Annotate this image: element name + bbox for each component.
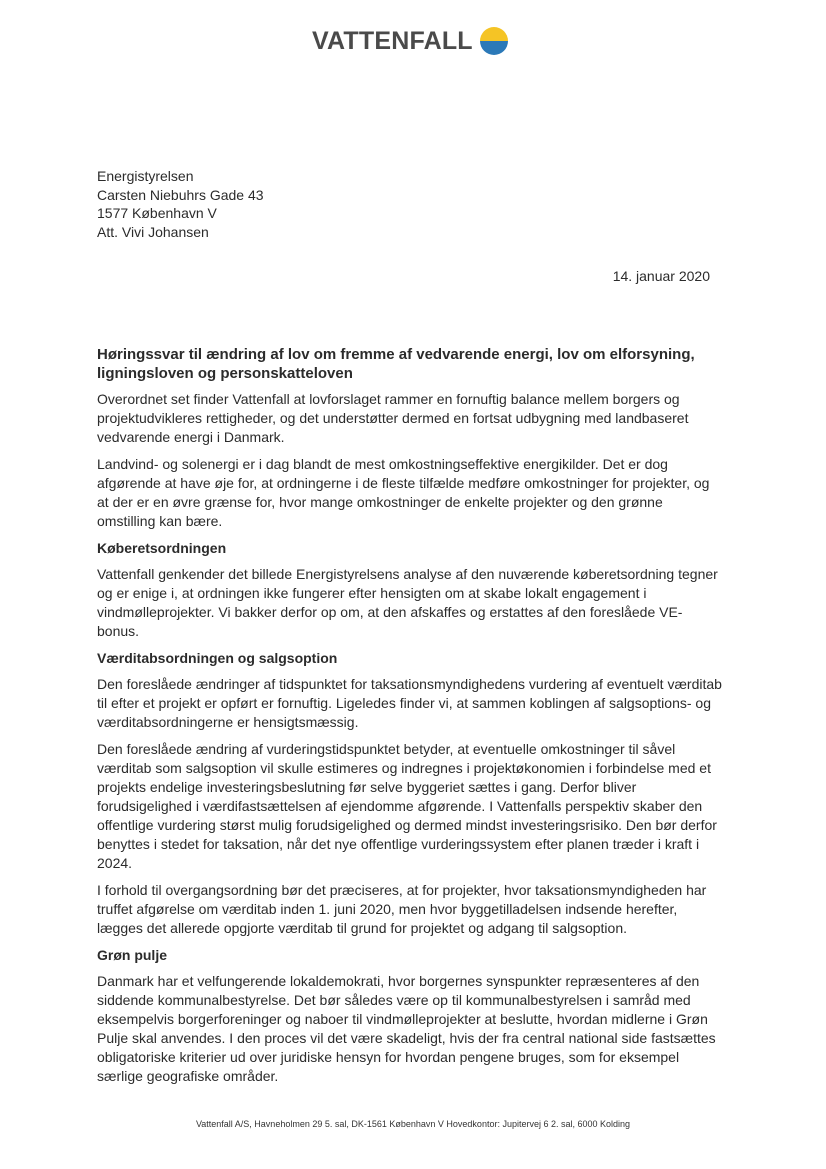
company-logo	[312, 24, 518, 58]
paragraph: I forhold til overgangsordning bør det præciseres, at for projekter, hvor taksationsmyndigheden har truffet afgørelse om værditab inden 1. juni 2020, men hvor byggetilladelsen indsende herefter, lægges det allerede opgjorte værditab til grund for projektet og adgang til salgsoption.	[97, 882, 707, 936]
page-footer: Vattenfall A/S, Havneholmen 29 5. sal, DK-1561 København V Hovedkontor: Jupitervej 6 2. sal, 6000 Kolding	[195, 1119, 631, 1129]
section-heading: Grøn pulje	[97, 947, 167, 963]
paragraph: Den foreslåede ændring af vurderingstidspunktet betyder, at eventuelle omkostninger til såvel værditab som salgsoption vil skulle estimeres og indregnes i projektøkonomien i forbindelse med et projekts endelige investeringsbeslutning før selve byggeriet sættes i gang. Derfor bliver forudsigelighed i værdifastsættelsen af ejendomme afgørende. I Vattenfalls perspektiv skaber den offentlige vurdering størst mulig forudsigelighed og dermed mindst investeringsrisiko. Den bør derfor benyttes i stedet for taksation, når det nye offentlige vurderingssystem efter planen træder i kraft i 2024.	[97, 741, 717, 871]
address-line: Carsten Niebuhrs Gade 43	[97, 186, 264, 203]
address-line: 1577 København V	[97, 205, 217, 221]
recipient-address	[97, 167, 264, 241]
address-line: Att. Vivi Johansen	[97, 223, 209, 240]
paragraph: Vattenfall genkender det billede Energistyrelsens analyse af den nuværende køberetsordning tegner og er enige i, at ordningen ikke fungerer efter hensigten om at skabe lokalt engagement i vindmølleprojekter. Vi bakker derfor op om, at den afskaffes og erstattes af den foreslåede VE-bonus.	[97, 566, 718, 639]
address-line: Energistyrelsen	[97, 168, 194, 184]
logo-wordmark: VATTENFALL	[312, 26, 473, 55]
letter-body	[97, 346, 722, 1094]
paragraph: Landvind- og solenergi er i dag blandt de mest omkostningseffektive energikilder. Det er dog afgørende at have øje for, at ordningerne i de fleste tilfælde medføre omkostninger for projekter, og at der er en øvre grænse for, hvor mange omkostninger de enkelte projekter og den grønne omstilling kan bære.	[97, 456, 710, 529]
vattenfall-sun-icon	[479, 26, 509, 56]
paragraph: Overordnet set finder Vattenfall at lovforslaget rammer en fornuftig balance mellem borgers og projektudvikleres rettigheder, og det understøtter dermed en fortsat udbygning med landbaseret vedvarende energi i Danmark.	[97, 391, 689, 445]
paragraph: Den foreslåede ændringer af tidspunktet for taksationsmyndighedens vurdering af eventuelt værditab til efter et projekt er opført er fornuftig. Ligeledes finder vi, at sammen koblingen af salgsoptions- og værditabsordningerne er hensigtsmæssig.	[97, 676, 722, 730]
letter-heading: Høringssvar til ændring af lov om fremme af vedvarende energi, lov om elforsyning, ligningsloven og personskatteloven	[97, 346, 695, 382]
section-heading: Værditabsordningen og salgsoption	[97, 650, 338, 666]
paragraph: Danmark har et velfungerende lokaldemokrati, hvor borgernes synspunkter repræsenteres af den siddende kommunalbestyrelse. Det bør således være op til kommunalbestyrelsen i samråd med eksempelvis borgerforeninger og naboer til vindmølleprojekter at beslutte, hvordan midlerne i Grøn Pulje skal anvendes. I den proces vil det være skadeligt, hvis der fra central national side fastsættes obligatoriske kriterier ud over juridiske hensyn for hvordan pengene bruges, som for eksempel særlige geografiske områder.	[97, 973, 716, 1084]
letter-date: 14. januar 2020	[612, 268, 710, 284]
section-heading: Køberetsordningen	[97, 540, 227, 556]
